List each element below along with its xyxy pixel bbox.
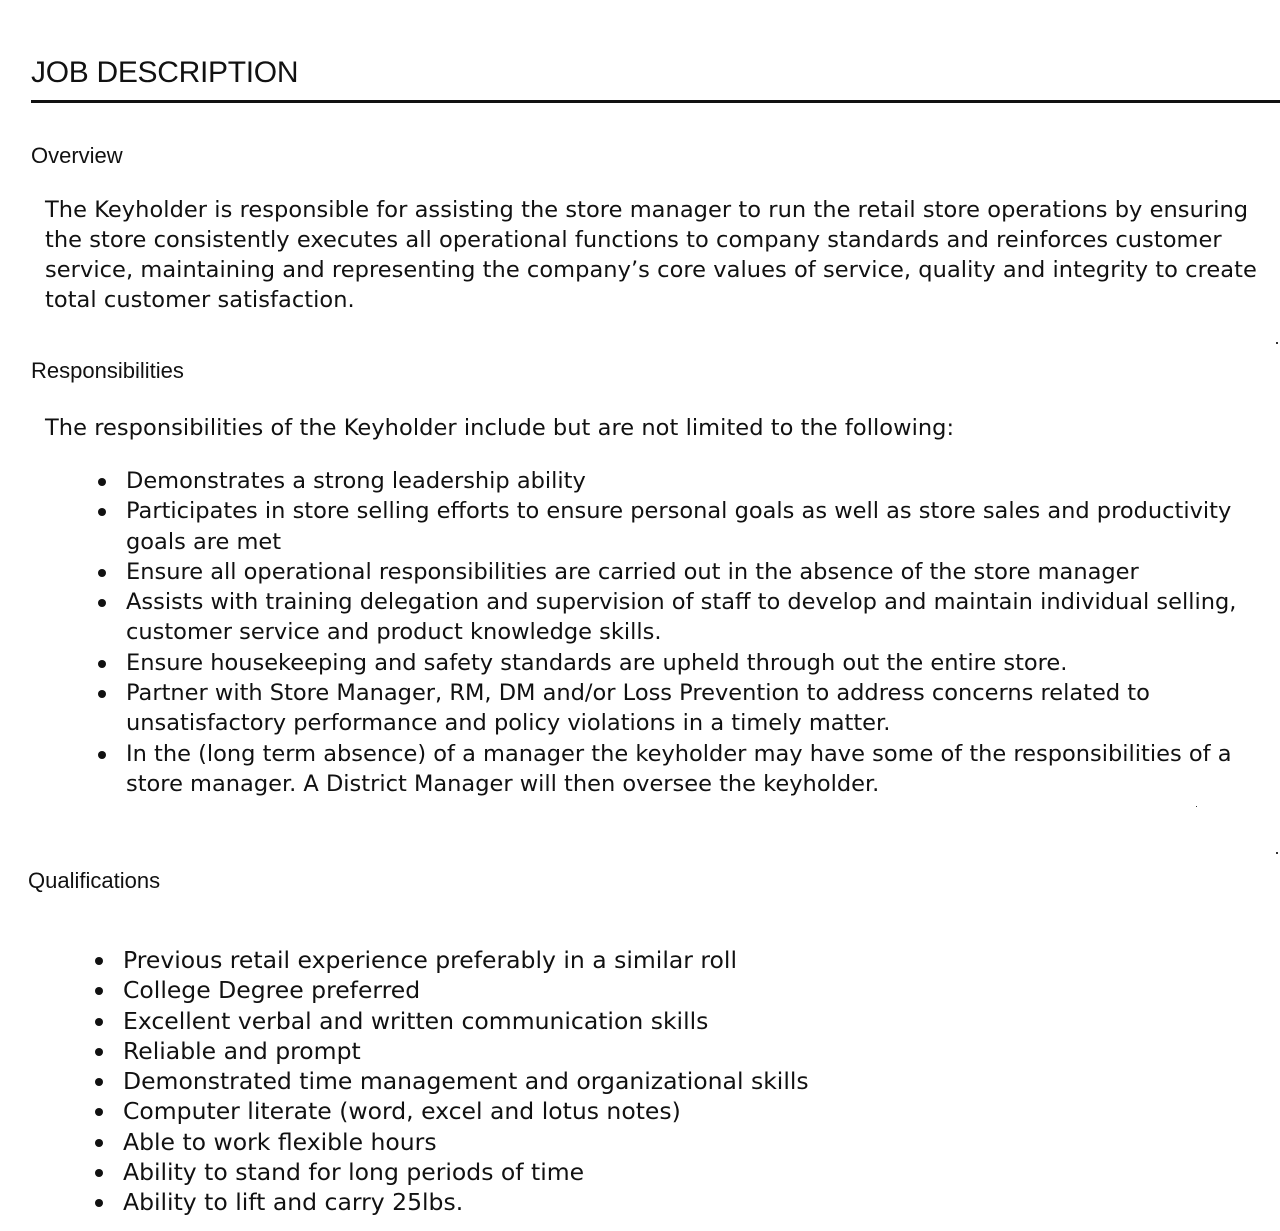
list-item: Able to work flexible hours bbox=[92, 1127, 992, 1157]
qualifications-list bbox=[92, 945, 992, 1218]
list-item: Demonstrated time management and organizational skills bbox=[92, 1066, 992, 1096]
overview-text: The Keyholder is responsible for assisting the store manager to run the retail store operations by ensuring the store consistently executes all operational functions to company standards and reinforces customer service, maintaining and representing the company’s core values of service, quality and integrity to create total customer satisfaction. bbox=[45, 197, 1257, 313]
list-item: Demonstrates a strong leadership ability bbox=[95, 466, 1280, 496]
list-item: Ability to lift and carry 25lbs. bbox=[92, 1187, 992, 1217]
responsibilities-list bbox=[95, 466, 1280, 799]
scan-speck bbox=[1276, 342, 1278, 344]
list-item: College Degree preferred bbox=[92, 975, 992, 1005]
responsibilities-intro: The responsibilities of the Keyholder include but are not limited to the following: bbox=[45, 415, 955, 441]
document-title: JOB DESCRIPTION bbox=[31, 56, 299, 89]
qualifications-heading: Qualifications bbox=[28, 868, 161, 893]
list-item: In the (long term absence) of a manager the keyholder may have some of the responsibilities of a store manager. A District Manager will then oversee the keyholder. bbox=[95, 739, 1280, 800]
scan-speck bbox=[1196, 806, 1197, 807]
list-item: Computer literate (word, excel and lotus notes) bbox=[92, 1096, 992, 1126]
list-item: Ensure all operational responsibilities are carried out in the absence of the store manager bbox=[95, 557, 1280, 587]
overview-heading: Overview bbox=[31, 143, 123, 168]
list-item: Partner with Store Manager, RM, DM and/or Loss Prevention to address concerns related to unsatisfactory performance and policy violations in a timely matter. bbox=[95, 678, 1280, 739]
scan-speck bbox=[1276, 852, 1278, 854]
list-item: Reliable and prompt bbox=[92, 1036, 992, 1066]
list-item: Participates in store selling efforts to ensure personal goals as well as store sales and productivity goals are met bbox=[95, 496, 1280, 557]
list-item: Previous retail experience preferably in a similar roll bbox=[92, 945, 992, 975]
list-item: Ability to stand for long periods of time bbox=[92, 1157, 992, 1187]
list-item: Ensure housekeeping and safety standards are upheld through out the entire store. bbox=[95, 648, 1280, 678]
list-item: Assists with training delegation and supervision of staff to develop and maintain individual selling, customer service and product knowledge skills. bbox=[95, 587, 1280, 648]
title-divider bbox=[31, 100, 1280, 103]
list-item: Excellent verbal and written communication skills bbox=[92, 1006, 992, 1036]
responsibilities-heading: Responsibilities bbox=[31, 358, 184, 383]
